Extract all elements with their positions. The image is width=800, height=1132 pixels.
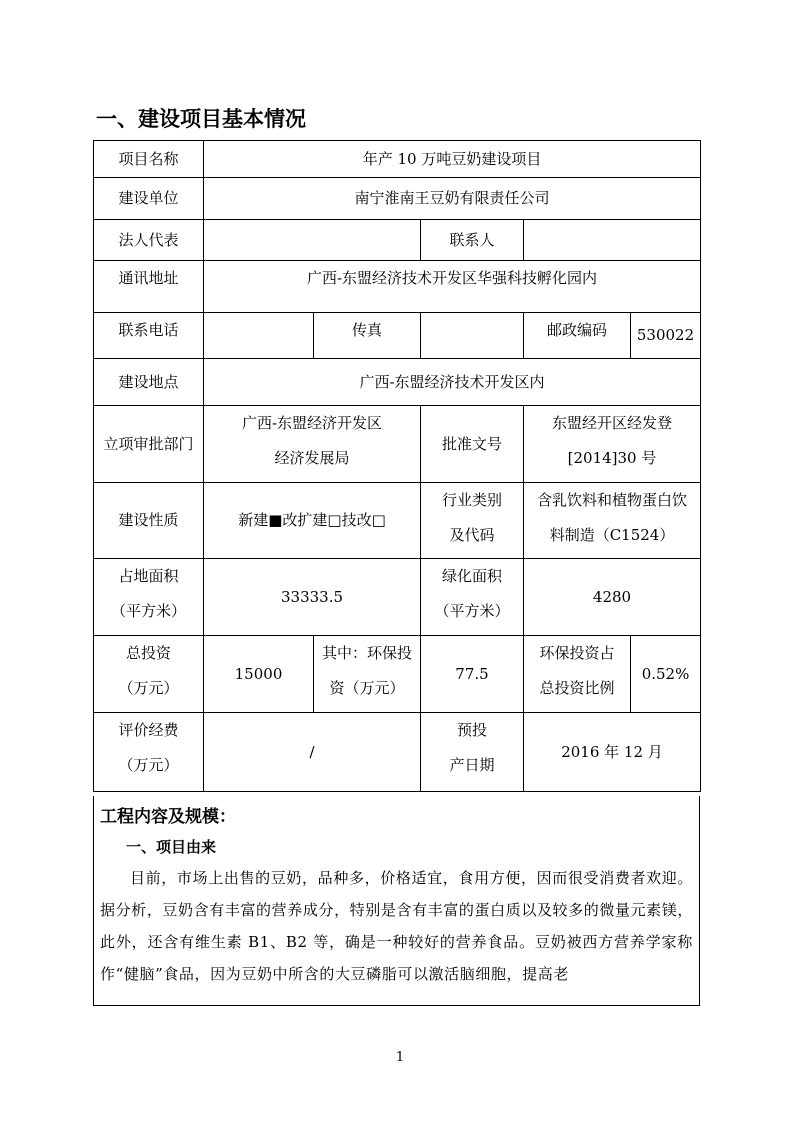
production-date-label-line1: 预投	[456, 721, 487, 739]
green-value: 4280	[524, 559, 701, 636]
area-label-line1: 占地面积	[118, 567, 179, 585]
table-row	[94, 359, 701, 406]
eval-fee-label-line1: 评价经费	[118, 721, 179, 739]
project-name-value: 年产 10 万吨豆奶建设项目	[204, 141, 701, 178]
address-value: 广西-东盟经济技术开发区华强科技孵化园内	[204, 261, 701, 313]
approval-doc-value	[524, 406, 701, 483]
nature-value: 新建■改扩建□技改□	[204, 483, 421, 559]
green-label-line2: （平方米）	[434, 602, 510, 620]
area-value: 33333.5	[204, 559, 421, 636]
table-row	[94, 559, 701, 636]
table-row	[94, 636, 701, 713]
approval-dept-label: 立项审批部门	[94, 406, 204, 483]
project-info-table	[93, 140, 701, 792]
industry-value-line1: 含乳饮料和植物蛋白饮	[537, 491, 688, 509]
env-ratio-label-line2: 总投资比例	[539, 679, 615, 697]
fax-label: 传真	[314, 313, 421, 359]
nature-label: 建设性质	[94, 483, 204, 559]
approval-dept-line2: 经济发展局	[274, 449, 350, 467]
content-paragraph: 目前，市场上出售的豆奶，品种多，价格适宜，食用方便，因而很受消费者欢迎。据分析，豆奶含有丰富的营养成分，特别是含有丰富的蛋白质以及较多的微量元素镁，此外，还含有维生素 B1、B2 等，确是一种较好的营养食品。豆奶被西方营养学家称作“健脑”食品，因为豆奶中所含的大豆磷脂可以激活脑细胞，提高老	[100, 869, 693, 983]
approval-dept-value	[204, 406, 421, 483]
industry-value	[524, 483, 701, 559]
industry-value-line2: 料制造（C1524）	[549, 526, 675, 544]
approval-doc-line1: 东盟经开区经发登	[552, 414, 673, 432]
legal-rep-value	[204, 220, 421, 261]
project-content-section	[93, 796, 700, 1006]
env-ratio-value: 0.52%	[631, 636, 701, 713]
postcode-label: 邮政编码	[524, 313, 631, 359]
production-date-value: 2016 年 12 月	[524, 713, 701, 792]
production-date-label-line2: 产日期	[449, 756, 495, 774]
invest-value: 15000	[204, 636, 314, 713]
build-unit-value: 南宁淮南王豆奶有限责任公司	[204, 178, 701, 220]
location-label: 建设地点	[94, 359, 204, 406]
postcode-value: 530022	[631, 313, 701, 359]
env-ratio-label	[524, 636, 631, 713]
eval-fee-label-line2: （万元）	[118, 756, 179, 774]
table-row	[94, 220, 701, 261]
content-subheading: 一、项目由来	[126, 838, 217, 856]
approval-doc-line2: [2014]30 号	[567, 449, 657, 467]
table-row	[94, 141, 701, 178]
table-row	[94, 261, 701, 313]
env-ratio-label-line1: 环保投资占	[539, 644, 615, 662]
phone-value	[204, 313, 314, 359]
eval-fee-label	[94, 713, 204, 792]
table-row	[94, 713, 701, 792]
content-heading: 工程内容及规模：	[100, 807, 236, 827]
env-invest-value: 77.5	[421, 636, 524, 713]
area-label	[94, 559, 204, 636]
invest-label-line1: 总投资	[125, 644, 171, 662]
env-invest-label	[314, 636, 421, 713]
location-value: 广西-东盟经济技术开发区内	[204, 359, 701, 406]
phone-label: 联系电话	[94, 313, 204, 359]
build-unit-label: 建设单位	[94, 178, 204, 220]
eval-fee-value: /	[204, 713, 421, 792]
project-name-label: 项目名称	[94, 141, 204, 178]
industry-label	[421, 483, 524, 559]
legal-rep-label: 法人代表	[94, 220, 204, 261]
industry-label-line1: 行业类别	[441, 491, 502, 509]
production-date-label	[421, 713, 524, 792]
address-label: 通讯地址	[94, 261, 204, 313]
approval-dept-line1: 广西-东盟经济开发区	[241, 414, 383, 432]
approval-doc-label: 批准文号	[421, 406, 524, 483]
table-row	[94, 483, 701, 559]
env-invest-label-line1: 其中：环保投	[321, 644, 412, 662]
table-row	[94, 313, 701, 359]
area-label-line2: （平方米）	[110, 602, 186, 620]
fax-value	[421, 313, 524, 359]
green-label	[421, 559, 524, 636]
env-invest-label-line2: 资（万元）	[329, 679, 405, 697]
table-row	[94, 178, 701, 220]
table-row	[94, 406, 701, 483]
invest-label-line2: （万元）	[118, 679, 179, 697]
page-number: 1	[395, 1050, 405, 1065]
contact-label: 联系人	[421, 220, 524, 261]
page-title: 一、建设项目基本情况	[96, 107, 306, 131]
industry-label-line2: 及代码	[449, 526, 495, 544]
green-label-line1: 绿化面积	[441, 567, 502, 585]
contact-value	[524, 220, 701, 261]
invest-label	[94, 636, 204, 713]
